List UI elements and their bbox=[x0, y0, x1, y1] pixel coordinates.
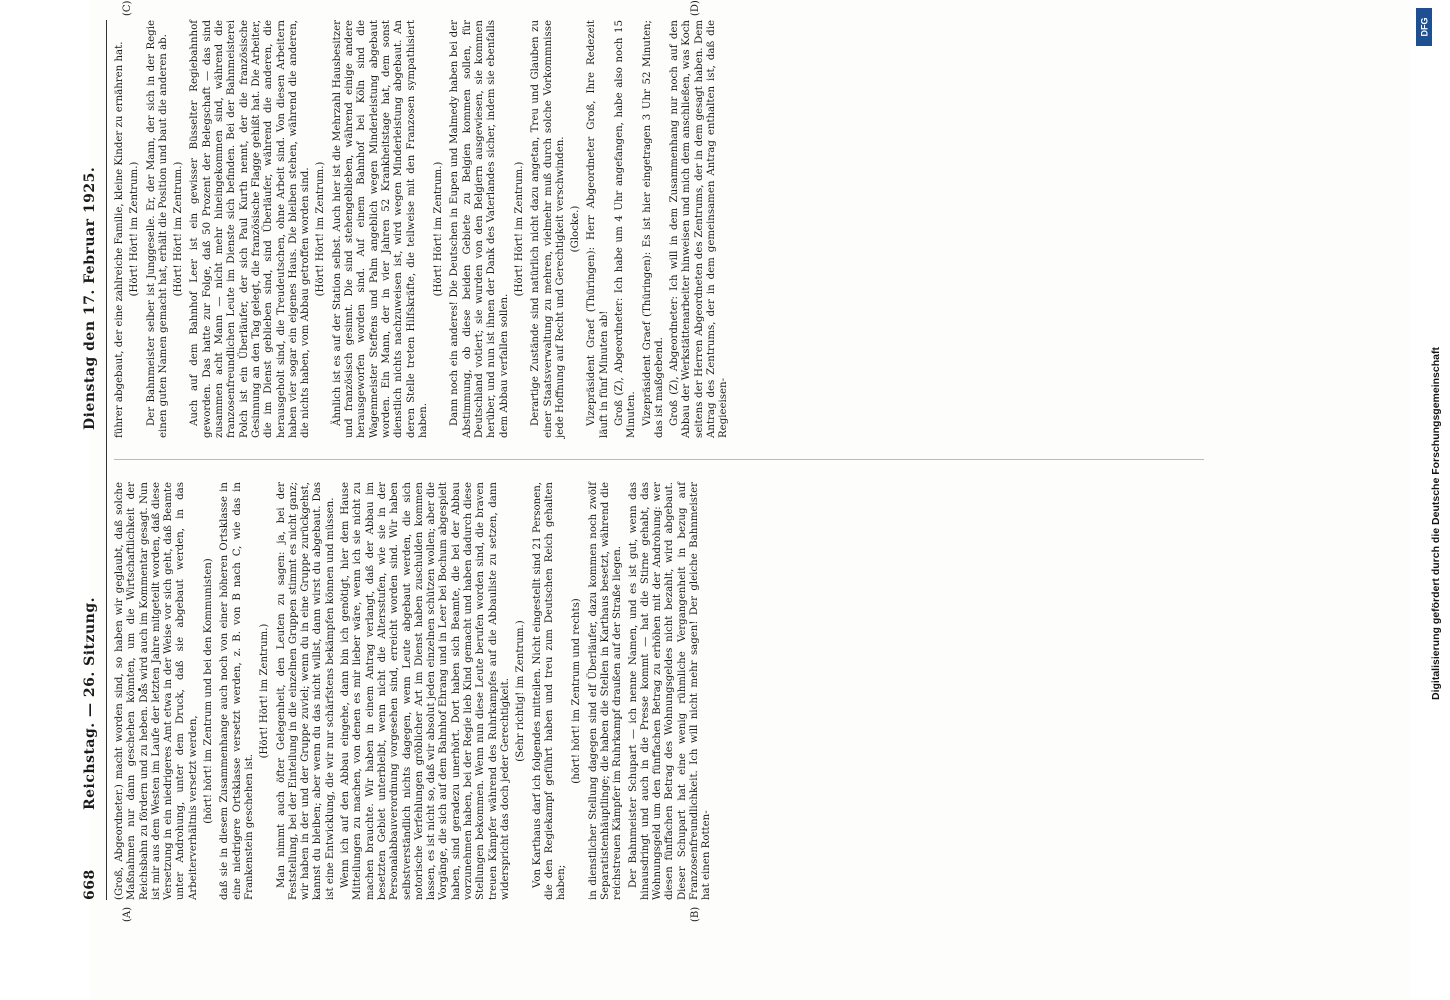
interjection: (Hört! Hört! im Zentrum.) bbox=[433, 161, 445, 297]
credit-text: Digitalisierung gefördert durch die Deutsche Forschungsgemeinschaft bbox=[1430, 347, 1442, 700]
interjection: (Hört! Hört! im Zentrum.) bbox=[129, 161, 141, 297]
header-rule bbox=[106, 20, 107, 900]
interjection: (Sehr richtig! im Zentrum.) bbox=[515, 620, 527, 762]
funding-credit bbox=[1412, 0, 1442, 1000]
paragraph: in dienstlicher Stellung dagegen sind elf Überläufer, dazu kommen noch zwölf Separatistenhäuptlinge; die haben die Stellen in Karthaus besetzt, während die reichstreuen Kämpfer im Ruhrkampf draußen auf der Straße liegen. bbox=[587, 482, 624, 900]
margin-marker-c: (C) bbox=[122, 0, 133, 16]
interjection: (Hört! Hört! im Zentrum.) bbox=[259, 623, 271, 759]
dfg-logo bbox=[1416, 8, 1432, 46]
paragraph: Derartige Zustände sind natürlich nicht dazu angetan, Treu und Glauben zu einer Staatsverwaltung zu mehren, vielmehr muß durch solche Vorkommnisse jede Hoffnung auf Recht und Gerechtigkeit verschwinden. bbox=[530, 20, 566, 438]
page-number: 668 bbox=[82, 869, 98, 900]
interjection: (Hört! Hört! im Zentrum.) bbox=[315, 161, 327, 297]
paragraph: Vizepräsident Graef (Thüringen): Herr Abgeordneter Groß, Ihre Redezeit läuft in fünf Minuten ab! bbox=[586, 20, 610, 438]
paragraph: Ähnlich ist es auf der Station selbst. Auch hier ist die Mehrzahl Hausbesitzer und französisch gesinnt. Die sind stehengeblieben, während einige andere herausgeworfen worden sind. Auf einem Bahnhof bei Köln sind die Wagenmeister Steffens und Palm angeblich wegen Minderleistung abgebaut worden. Ein Mann, der in vier Jahren 52 Krankheitstage hat, dem sonst dienstlich nichts nachzuweisen ist, wird wegen Minderleistung abgebaut. An deren Stelle treten Hilfskräfte, die teilweise mit den Franzosen sympathisiert haben. bbox=[331, 20, 429, 438]
dfg-logo-text: DFG bbox=[1419, 17, 1429, 37]
paragraph: Der Bahnmeister selber ist Junggeselle. Er, der Mann, der sich in der Regie einen guten Namen gemacht hat, erhält die Position und baut die anderen ab. bbox=[145, 20, 169, 438]
session-title: Reichstag. — 26. Sitzung. bbox=[82, 597, 98, 810]
right-column bbox=[114, 20, 734, 438]
interjection: (hört! hört! im Zentrum und rechts) bbox=[571, 598, 583, 784]
interjection: (Hört! Hört! im Zentrum.) bbox=[513, 161, 525, 297]
page-header bbox=[80, 20, 106, 900]
paragraph: (Groß, Abgeordneter.) macht worden sind, so haben wir geglaubt, daß solche Maßnahmen nur dann geschehen könnten, um die Wirtschaftlichkeit der Reichsbahn zu fördern und zu heben. Das wird auch im Kommentar gesagt. Nun ist mir aus dem Westen im Laufe der letzten Jahre mitgeteilt worden, daß diese Versetzung in ein niedrigeres Amt etwa in der Weise vor sich geht, daß Beamte unter Androhung, unter dem Druck, daß sie abgebaut werden, in das Arbeiterverhältnis versetzt werden, bbox=[114, 482, 199, 900]
interjection: (Glocke.) bbox=[570, 205, 582, 253]
rotated-page bbox=[80, 0, 1220, 922]
paragraph: daß sie in diesem Zusammenhange auch noch von einer höheren Ortsklasse in eine niedrigere Ortsklasse versetzt werden, z. B. von B nach C, wie das in Frankenstein geschehen ist. bbox=[219, 482, 255, 900]
paragraph: Wenn ich auf den Abbau eingehe, dann bin ich genötigt, hier dem Hause Mitteilungen zu machen, von denen es mir lieber wäre, wenn ich sie nicht zu machen brauchte. Wir haben in einem Antrag verlangt, daß der Abbau im besetzten Gebiet unterbleibt, wenn nicht die Altersstufen, wie sie in der Personalabbauverordnung vorgesehen sind, erreicht worden sind. Wir haben selbstverständlich nichts dagegen, wenn Leute abgebaut werden, die sich notorische Verfehlungen gröblicher Art im Dienst haben zuschulden kommen lassen, es ist nicht so, daß wir absolut jeden einzelnen schützen wollen; aber die Vorgänge, die sich auf dem Bahnhof Ehrang und in Leer bei Bochum abgespielt haben, sind geradezu unerhört. Dort haben sich Beamte, die bei der Abbau vorzunehmen haben, bei der Regie lieb Kind gemacht und haben dadurch diese Stellungen bekommen. Wenn nun diese Leute berufen worden sind, die braven treuen Kämpfer während des Ruhrkampfes auf die Abbauliste zu setzen, dann widerspricht das doch jeder Gerechtigkeit. bbox=[340, 482, 511, 900]
paragraph: Der Bahnmeister Schupart — ich nenne Namen, und es ist gut, wenn das hinausdringt und auch in die Presse kommt — hat die Stirne gehabt, das Wohnungsgeld um den fünffachen Betrag zu erhöhen mit der Androhung: wer diesen fünffachen Betrag des Wohnungsgeldes nicht bezahlt, wird abgebaut. Dieser Schupart hat eine wenig rühmliche Vergangenheit in bezug auf Franzosenfreundlichkeit. Ich will nicht mehr sagen! Der gleiche Bahnmeister hat einen Rotten- bbox=[627, 482, 713, 900]
left-column bbox=[114, 482, 717, 900]
paragraph: Man nimmt auch öfter Gelegenheit, den Leuten zu sagen: ja, bei der Feststellung, bei der Einteilung in die einzelnen Gruppen stimmt es nicht ganz; wir haben in der und der Gruppe zuviel; wenn du in eine Gruppe zurückgehst, kannst du bleiben; aber wenn du das nicht willst, dann wirst du abgebaut. Das ist eine Entwicklung, die wir nur schärfstens bekämpfen können und müssen. bbox=[275, 482, 336, 900]
interjection: (hört! hört! im Zentrum und bei den Kommunisten) bbox=[203, 558, 215, 824]
paragraph: führer abgebaut, der eine zahlreiche Familie, kleine Kinder zu ernähren hat. bbox=[114, 41, 125, 438]
paragraph: Dann noch ein anderes! Die Deutschen in Eupen und Malmedy haben bei der Abstimmung, ob diese beiden Gebiete zu Belgien kommen sollen, für Deutschland votiert; sie wurden von den Belgiern ausgewiesen, sie kommen herüber, und nun ist ihnen der Dank des Vaterlandes sicher, indem sie ebenfalls dem Abbau verfallen sollen. bbox=[449, 20, 510, 438]
paragraph: Auch auf dem Bahnhof Leer ist ein gewisser Büsselter Regiebahnhof geworden. Das hatte zur Folge, daß 50 Prozent der Belegschaft — das sind zusammen acht Mann — nicht mehr hineingekommen sind, während die franzosenfreundlichen Leute im Dienste sich befinden. Bei der Bahnmeisterei Polch ist ein Überläufer, der sich Paul Kurth nennt, der die französische Gesinnung an den Tag gelegt, die französische Flagge gehißt hat. Die Arbeiter, die im Dienst geblieben sind, sind Überläufer, während die anderen, die herausgeholt sind, die Treudeutschen, ohne Arbeit sind. Von diesen Arbeitern haben vier sogar ein eigenes Haus. Die bleiben stehen, während die anderen, die nichts haben, vom Abbau getroffen worden sind. bbox=[189, 20, 312, 438]
paragraph: Groß (Z), Abgeordneter: Ich will in dem Zusammenhang nur noch auf den Abbau der Werkstättenarbeiter hinweisen und mich dem anschließen, was Koch seitens der Herren Abgeordneten des Zentrums, der in dem gesagt haben. Dem Antrag des Zentrums, der in dem gemeinsamen Antrag enthalten ist, daß die Regieeisen- bbox=[669, 20, 730, 438]
session-date: Dienstag den 17. Februar 1925. bbox=[82, 166, 98, 430]
scanned-page bbox=[82, 0, 1410, 1000]
margin-marker-a: (A) bbox=[122, 906, 133, 922]
margin-marker-d: (D) bbox=[690, 0, 701, 16]
paragraph: Von Karthaus darf ich folgendes mitteilen. Nicht eingestellt sind 21 Personen, die den Regiekampf geführt haben und treu zum Deutschen Reich gehalten haben; bbox=[531, 482, 568, 900]
column-divider bbox=[114, 459, 1204, 460]
paragraph: Vizepräsident Graef (Thüringen): Es ist hier eingetragen 3 Uhr 52 Minuten; das ist maßgebend. bbox=[641, 20, 665, 438]
paragraph: Groß (Z), Abgeordneter: Ich habe um 4 Uhr angefangen, habe also noch 15 Minuten. bbox=[613, 20, 638, 438]
interjection: (Hört! Hört! im Zentrum.) bbox=[173, 161, 185, 297]
margin-marker-b: (B) bbox=[690, 906, 701, 922]
